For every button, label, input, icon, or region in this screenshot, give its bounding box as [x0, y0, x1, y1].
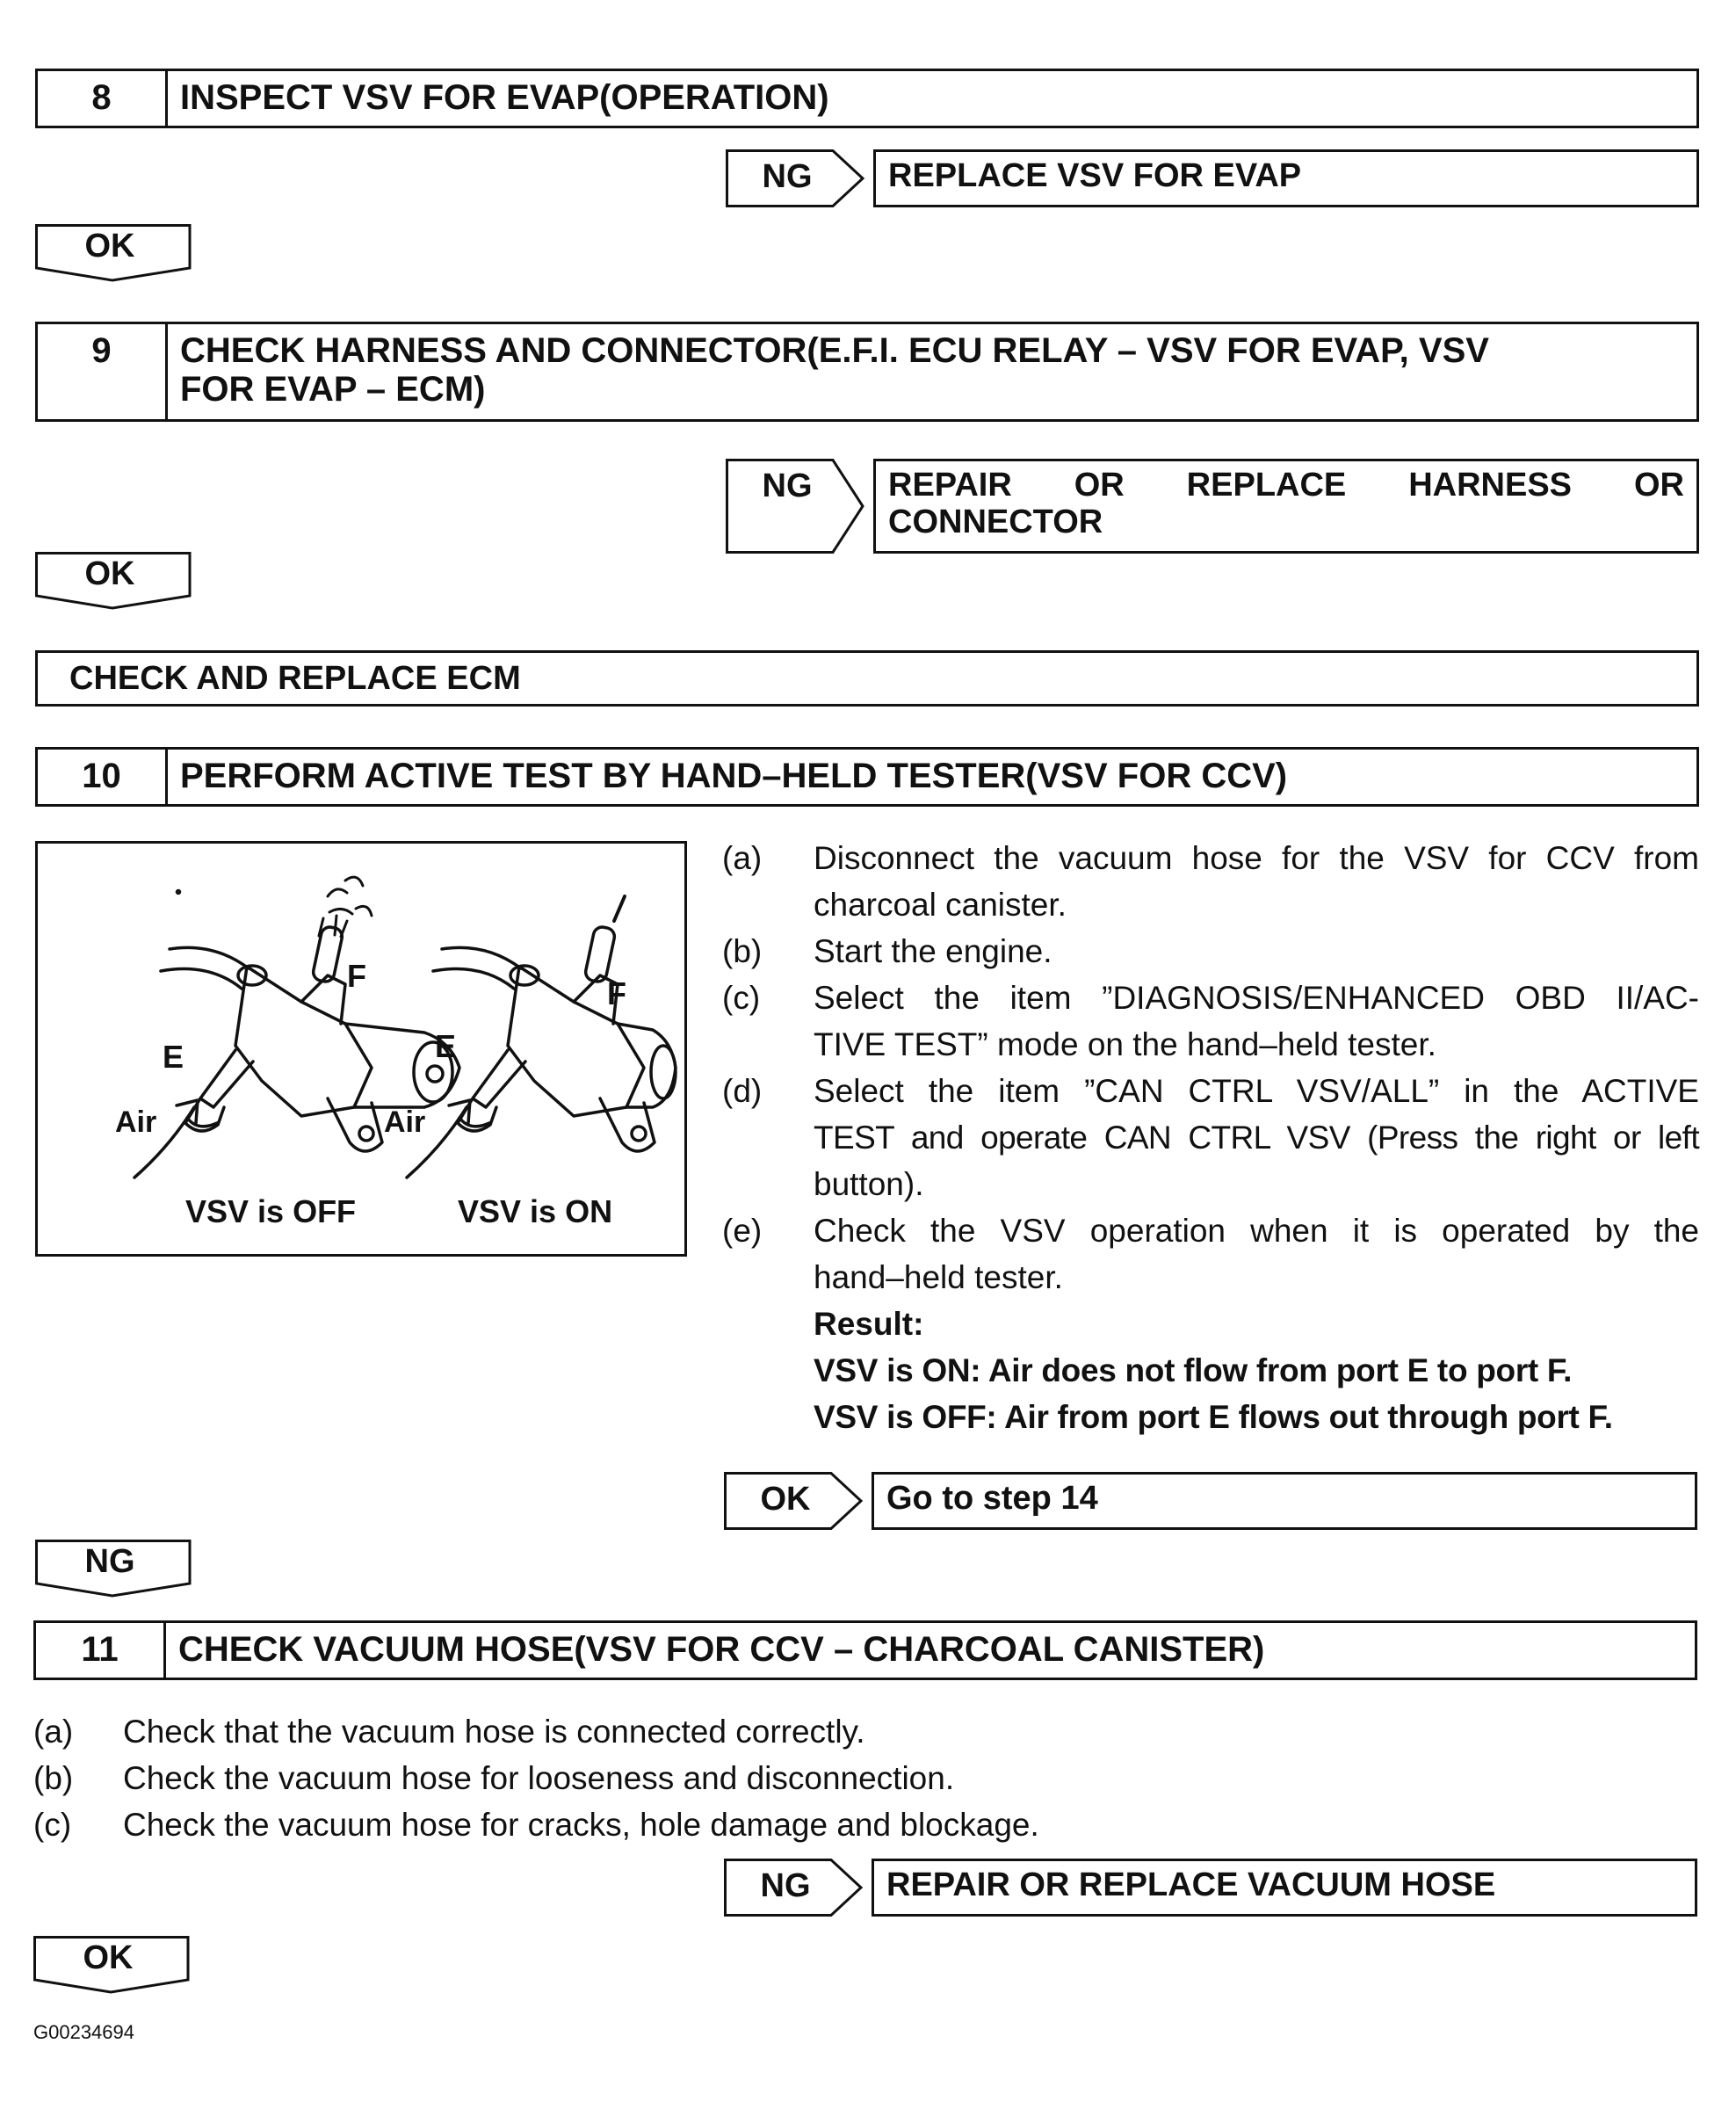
air-label-off: Air [115, 1105, 157, 1139]
vsv-figure [35, 841, 687, 1257]
result-on: VSV is ON: Air does not flow from port E to port F. [814, 1352, 1573, 1388]
result-heading: Result: [814, 1306, 924, 1342]
instruction-text: Check the vacuum hose for looseness and disconnection. [123, 1760, 955, 1796]
ng-result-box [873, 459, 1699, 554]
instruction-label: (e) [722, 1213, 763, 1249]
step-11-header [33, 1620, 1697, 1680]
instruction-line: TEST and operate CAN CTRL VSV (Press the right or left [814, 1120, 1699, 1156]
ng-label: NG [762, 158, 813, 195]
ng-label: NG [762, 467, 813, 504]
ok-label: OK [83, 1939, 134, 1976]
caption-vsv-on: VSV is ON [458, 1193, 613, 1229]
ok-label: OK [84, 228, 135, 265]
instruction-c [722, 975, 1699, 1068]
ng-result-text: REPLACE VSV FOR EVAP [888, 157, 1302, 194]
air-label-on: Air [384, 1105, 426, 1139]
ok-result-box [872, 1472, 1697, 1530]
port-e-label-on: E [435, 1028, 457, 1064]
step-9-header [35, 322, 1699, 422]
instruction-label: (c) [33, 1807, 72, 1843]
step-10-instructions [722, 835, 1699, 1440]
instruction-text: Check that the vacuum hose is connected correctly. [123, 1714, 865, 1750]
instruction-c [33, 1801, 1263, 1848]
ok-result-text: Go to step 14 [886, 1480, 1098, 1517]
ng-result-text: REPAIR OR REPLACE VACUUM HOSE [886, 1866, 1496, 1903]
step-11-instructions [33, 1708, 1263, 1848]
instruction-label: (a) [33, 1714, 74, 1750]
instruction-line: charcoal canister. [814, 887, 1067, 923]
port-f-label-on: F [607, 975, 626, 1011]
step-number: 9 [38, 324, 168, 419]
instruction-label: (d) [722, 1073, 763, 1109]
ok-label: OK [760, 1481, 811, 1518]
step-title: PERFORM ACTIVE TEST BY HAND–HELD TESTER(VSV FOR CCV) [180, 757, 1288, 795]
ok-label: OK [84, 555, 135, 592]
ok-arrow [724, 1472, 873, 1530]
ok-tab [35, 552, 193, 610]
instruction-text: Check the vacuum hose for cracks, hole damage and blockage. [123, 1807, 1039, 1843]
ok-tab [35, 224, 193, 282]
step-number: 10 [38, 750, 168, 804]
instruction-line: Select the item ”DIAGNOSIS/ENHANCED OBD II/AC- [814, 980, 1699, 1016]
instruction-b [722, 928, 1699, 975]
step-8-header [35, 69, 1699, 128]
step-10-header [35, 747, 1699, 807]
instruction-line: button). [814, 1166, 924, 1202]
caption-vsv-off: VSV is OFF [185, 1193, 357, 1229]
ng-result-box [872, 1859, 1697, 1917]
check-ecm-box [35, 650, 1699, 707]
ng-arrow [726, 149, 875, 207]
instruction-line: Disconnect the vacuum hose for the VSV for CCV from [814, 840, 1699, 876]
instruction-line: TIVE TEST” mode on the hand–held tester. [814, 1026, 1436, 1062]
ng-result-line: CONNECTOR [888, 504, 1103, 540]
instruction-line: Select the item ”CAN CTRL VSV/ALL” in the ACTIVE [814, 1073, 1699, 1109]
instruction-a [33, 1708, 1263, 1755]
instruction-b [33, 1755, 1263, 1801]
step-number: 8 [38, 71, 168, 126]
figure-code: G00234694 [33, 2021, 134, 2043]
port-f-label-off: F [347, 958, 366, 994]
ng-result-line: REPAIR OR REPLACE HARNESS OR [888, 467, 1684, 504]
instruction-line: Check the VSV operation when it is operated by the [814, 1213, 1699, 1249]
ng-label: NG [760, 1867, 811, 1904]
instruction-line: hand–held tester. [814, 1259, 1063, 1295]
vsv-illustration-icon [38, 844, 684, 1254]
step-title: INSPECT VSV FOR EVAP(OPERATION) [180, 78, 829, 117]
ng-arrow [724, 1859, 873, 1917]
ok-tab [33, 1936, 192, 1994]
step-title-line: CHECK HARNESS AND CONNECTOR(E.F.I. ECU RELAY – VSV FOR EVAP, VSV [180, 331, 1489, 370]
step-title [168, 324, 1696, 419]
step-number: 11 [36, 1623, 166, 1678]
instruction-line: Start the engine. [814, 933, 1052, 969]
instruction-e [722, 1207, 1699, 1440]
ng-result-box [873, 149, 1699, 207]
ng-label: NG [84, 1543, 135, 1580]
ng-tab [35, 1540, 193, 1598]
step-title: CHECK VACUUM HOSE(VSV FOR CCV – CHARCOAL CANISTER) [178, 1630, 1265, 1669]
ng-arrow [726, 459, 875, 554]
port-e-label-off: E [163, 1039, 184, 1075]
step-title-line: FOR EVAP – ECM) [180, 370, 486, 409]
instruction-label: (a) [722, 840, 763, 876]
instruction-label: (c) [722, 980, 761, 1016]
instruction-d [722, 1068, 1699, 1207]
instruction-a [722, 835, 1699, 928]
instruction-label: (b) [722, 933, 763, 969]
check-ecm-text: CHECK AND REPLACE ECM [69, 660, 521, 697]
instruction-label: (b) [33, 1760, 74, 1796]
result-off: VSV is OFF: Air from port E flows out through port F. [814, 1399, 1613, 1435]
